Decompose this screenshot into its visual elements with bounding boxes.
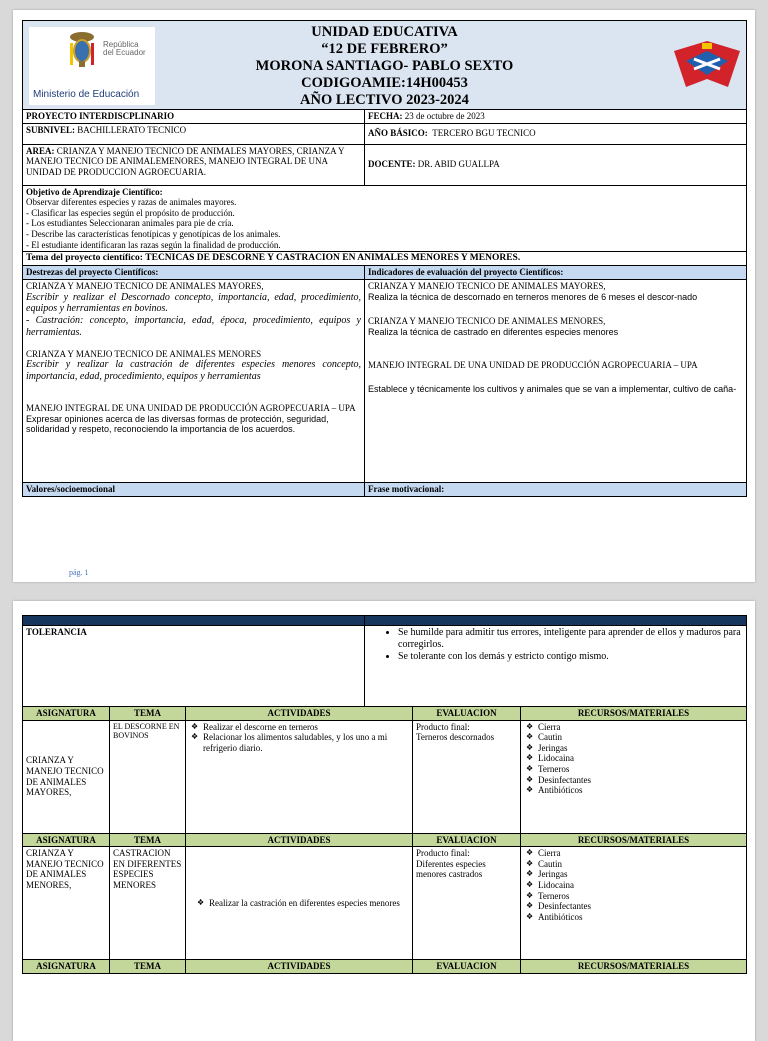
objetivo-line: - El estudiante identificaran las razas según la finalidad de producción. xyxy=(26,239,281,250)
ministry-name: Ministerio de Educación xyxy=(33,89,140,100)
page-2 xyxy=(13,601,755,1041)
school-location: MORONA SANTIAGO- PABLO SEXTO xyxy=(255,58,514,74)
col-recursos: RECURSOS/MATERIALES xyxy=(521,707,747,721)
project-table xyxy=(22,20,747,497)
school-crest-icon xyxy=(672,39,742,91)
col-tema: TEMA xyxy=(110,707,186,721)
fecha-cell: FECHA: 23 de octubre de 2023 xyxy=(365,110,747,124)
tolerancia-table xyxy=(22,615,747,707)
objetivo-cell xyxy=(23,185,747,252)
frase-item: • Se tolerante con los demás y estricto contigo mismo. xyxy=(398,651,743,663)
school-title-block xyxy=(23,24,746,109)
area-cell: AREA: CRIANZA Y MANEJO TECNICO DE ANIMALES MAYORES, CRIANZA Y MANEJO TECNICO DE ANIMALEMENORES, MANEJO INTEGRAL DE UNA UNIDAD DE PRODUCCION AGROECUARIA. xyxy=(23,144,365,185)
school-name: “12 DE FEBRERO” xyxy=(321,41,448,57)
school-code: CODIGOAMIE:14H00453 xyxy=(301,75,468,91)
tolerancia-cell: TOLERANCIA xyxy=(23,626,365,707)
col-actividades: ACTIVIDADES xyxy=(186,707,413,721)
destrezas-title: Destrezas del proyecto Científicos: xyxy=(23,266,365,280)
subnivel-cell: SUBNIVEL: BACHILLERATO TECNICO xyxy=(23,123,365,144)
docente-cell: DOCENTE: DR. ABID GUALLPA xyxy=(365,144,747,185)
activities-table: ASIGNATURA TEMA ACTIVIDADES EVALUACION RECURSOS/MATERIALES CRIANZA Y MANEJO TECNICO DE ANIMALES MAYORES, EL DESCORNE EN BOVINOS ❖ Realizar el descorne en terneros ❖ Relacionar los alimentos saludables, y los uno a mi refrigerio diario. Producto final: Terneros descornados ❖ Cierra ❖ Cautin ❖ Jeringas ❖ Lidocaina ❖ Terneros ❖ Desinfectantes ❖ Antibióticos ASIGNATURA TEMA ACTIVIDADES EVALUACION RECURSOS/MATERIALES CRIANZA Y MANEJO TECNICO DE ANIMALES MENORES, CASTRACION EN DIFERENTES ESPECIES MENORES ❖ Realizar la castración en diferentes especies menores Producto final: Diferentes especies menores castrados ❖ Cierra ❖ Cautin ❖ Jeringas ❖ Lidocaina ❖ Terneros ❖ Desinfectantes ❖ Antibióticos ASIGNATURA TEMA ACTIVIDADES EVALUACION RECURSOS/MATERIALES xyxy=(22,706,747,974)
school-year: AÑO LECTIVO 2023-2024 xyxy=(300,92,469,108)
indicadores-title: Indicadores de evaluación del proyecto Científicos: xyxy=(365,266,747,280)
objetivo-line: - Describe las características fenotípicas y genotípicas de los animales. xyxy=(26,229,281,240)
objetivo-line: - Los estudiantes Seleccionaran animales para pie de cría. xyxy=(26,218,234,229)
tema-cell: Tema del proyecto científico: TECNICAS DE DESCORNE Y CASTRACION EN ANIMALES MENORES Y MENORES. xyxy=(23,252,747,266)
objetivo-line: Observar diferentes especies y razas de animales mayores. xyxy=(26,197,237,208)
header-banner xyxy=(23,21,747,110)
frase-header: Frase motivacional: xyxy=(365,483,747,497)
school-title: UNIDAD EDUCATIVA xyxy=(311,24,458,40)
anio-basico-cell: AÑO BÁSICO: TERCERO BGU TECNICO xyxy=(365,123,747,144)
col-evaluacion: EVALUACION xyxy=(413,707,521,721)
frase-cell xyxy=(365,626,747,707)
page-number: pág. 1 xyxy=(69,568,89,577)
table-row: CRIANZA Y MANEJO TECNICO DE ANIMALES MAYORES, EL DESCORNE EN BOVINOS ❖ Realizar el descorne en terneros ❖ Relacionar los alimentos saludables, y los uno a mi refrigerio diario. Producto final: Terneros descornados ❖ Cierra ❖ Cautin ❖ Jeringas ❖ Lidocaina ❖ Terneros ❖ Desinfectantes ❖ Antibióticos xyxy=(23,720,747,833)
page-1 xyxy=(13,10,755,582)
col-asignatura: ASIGNATURA xyxy=(23,707,110,721)
indicadores-content: CRIANZA Y MANEJO TECNICO DE ANIMALES MAYORES, Realiza la técnica de descornado en terneros menores de 6 meses el descor-nado CRIANZA Y MANEJO TECNICO DE ANIMALES MENORES, Realiza la técnica de castrado en diferentes especies menores MANEJO INTEGRAL DE UNA UNIDAD DE PRODUCCIÓN AGROPECUARIA – UPA Establece y técnicamente los cultivos y animales que se van a implementar, cultivo de caña- xyxy=(365,280,747,483)
table-row: CRIANZA Y MANEJO TECNICO DE ANIMALES MENORES, CASTRACION EN DIFERENTES ESPECIES MENORES ❖ Realizar la castración en diferentes especies menores Producto final: Diferentes especies menores castrados ❖ Cierra ❖ Cautin ❖ Jeringas ❖ Lidocaina ❖ Terneros ❖ Desinfectantes ❖ Antibióticos xyxy=(23,847,747,960)
objetivo-line: - Clasificar las especies según el propósito de producción. xyxy=(26,207,235,218)
frase-item: • Se humilde para admitir tus errores, inteligente para aprender de ellos y maduros para corregirlos. xyxy=(398,627,743,651)
proyecto-cell: PROYECTO INTERDISCPLINARIO xyxy=(23,110,365,124)
valores-header: Valores/socioemocional xyxy=(23,483,365,497)
destrezas-content: CRIANZA Y MANEJO TECNICO DE ANIMALES MAYORES, Escribir y realizar el Descornado concepto, importancia, edad, procedimiento, equipos y herramientas en bovinos. - Castración: concepto, importancia, edad, época, procedimiento, equipos y herramientas. CRIANZA Y MANEJO TECNICO DE ANIMALES MENORES Escribir y realizar la castración de diferentes especies menores concepto, importancia, edad, procedimiento, equipos y herramientas MANEJO INTEGRAL DE UNA UNIDAD DE PRODUCCIÓN AGROPECUARIA – UPA Expresar opiniones acerca de las diversas formas de protección, seguridad, solidaridad y respeto, reconociendo la importancia de los acuerdos. xyxy=(23,280,365,483)
republic-text: República del Ecuador xyxy=(103,40,146,57)
objetivo-title: Objetivo de Aprendizaje Científico: xyxy=(26,186,163,197)
